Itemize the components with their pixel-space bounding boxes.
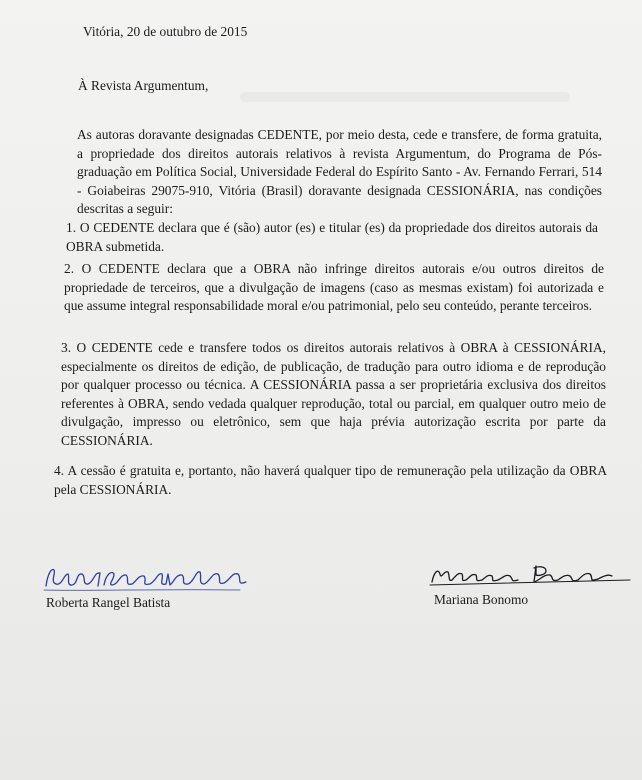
intro-paragraph: As autoras doravante designadas CEDENTE, por meio desta, cede e transfere, de forma gratuita, a propriedade dos direitos autorais relativos à revista Argumentum, do Programa de Pós-graduação em Política Social, Universidade Federal do Espírito Santo - Av. Fernando Ferrari, 514 - Goiabeiras 29075-910, Vitória (Brasil) doravante designada CESSIONÁRIA, nas condições descritas a seguir: bbox=[77, 127, 602, 216]
signer-name-2: Mariana Bonomo bbox=[434, 592, 529, 607]
clause-2: 2. O CEDENTE declara que a OBRA não infringe direitos autorais e/ou outros direitos de propriedade de terceiros, que a divulgação de imagens (caso as mesmas existam) foi autorizada e que assume integral responsabilidade moral e/ou patrimonial, pelo seu conteúdo, perante terceiros. bbox=[64, 261, 604, 313]
clause-1: 1. O CEDENTE declara que é (são) autor (es) e titular (es) da propriedade dos direitos autorais da OBRA submetida. bbox=[66, 220, 598, 254]
clause-4: 4. A cessão é gratuita e, portanto, não haverá qualquer tipo de remuneração pela utilização da OBRA pela CESSIONÁRIA. bbox=[54, 463, 607, 497]
bleed-through-shadow bbox=[240, 92, 570, 102]
signature-roberta bbox=[40, 560, 260, 596]
date-line: Vitória, 20 de outubro de 2015 bbox=[83, 24, 248, 39]
signature-mariana bbox=[426, 558, 636, 592]
salutation: À Revista Argumentum, bbox=[78, 78, 209, 93]
clause-3: 3. O CEDENTE cede e transfere todos os direitos autorais relativos à OBRA à CESSIONÁRIA, especialmente os direitos de edição, de publicação, de tradução para outro idioma e de reprodução por qualquer processo ou técnica. A CESSIONÁRIA passa a ser proprietária exclusiva dos direitos referentes à OBRA, sendo vedada qualquer reprodução, total ou parcial, em qualquer outro meio de divulgação, impresso ou eletrônico, sem que haja prévia autorização escrita por parte da CESSIONÁRIA. bbox=[61, 340, 606, 448]
signer-name-1: Roberta Rangel Batista bbox=[46, 595, 171, 610]
